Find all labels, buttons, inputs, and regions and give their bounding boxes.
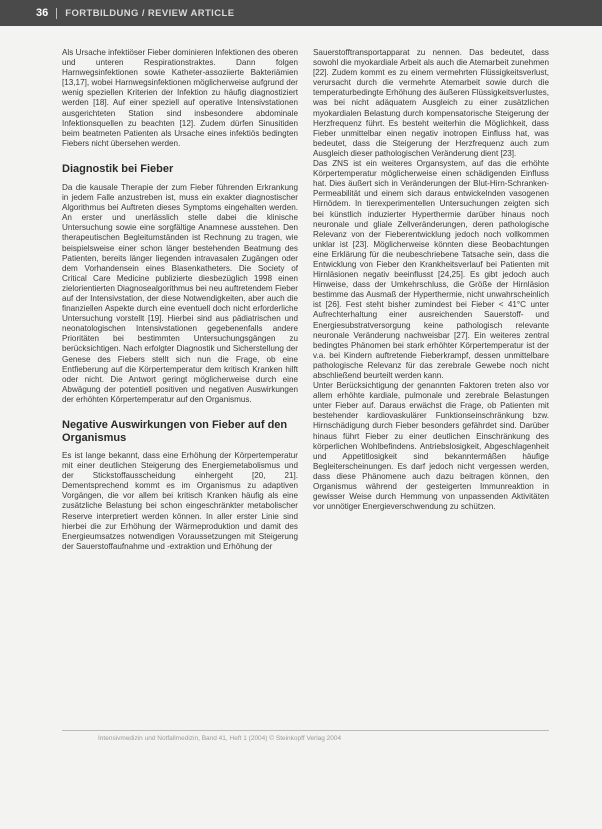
- intro-paragraph: Als Ursache infektiöser Fieber dominieren Infektionen des oberen und unteren Respirationstraktes. Dann folgen Harnwegsinfektionen sowie Katheter-assoziierte Bakteriämien [13,17], wobei Harnwegsinfektionen möglicherweise aufgrund der wenig speziellen Kriterien der Infektion zu häufig diagnostiziert werden [18]. Auf einer speziell auf operative Intensivstationen ausgerichteten Station sind insbesondere abdominale Infektionsquellen zu beachten [12]. Zudem dürfen Sinusitiden beim beatmeten Patienten als Ursache eines infektiös bedingten Fiebers nicht übersehen werden.: [62, 48, 298, 148]
- diagnostik-paragraph: Da die kausale Therapie der zum Fieber führenden Erkrankung in jedem Falle anzustreben ist, muss ein exakter diagnostischer Algorithmus bei Auftreten dieses Symptoms eingehalten werden. An erster und unerlässlich stelle dabei die klinische Untersuchung sowie eine sorgfältige Anamnese ausstehen. Den therapeutischen Begleitumständen ist Rechnung zu tragen, wie beispielsweise einer schon länger bestehenden Beatmung des Patienten, bereits länger liegenden intravasalen Zugängen oder dem Vorhandensein eines Blasenkatheters. Die Society of Critical Care Medicine publizierte diesbezüglich 1998 einen zielorientierten Diagnosealgorithmus bei neu auftretendem Fieber auf der Intensivstation, der diese Notwendigkeiten, aber auch die finanziellen Aspekte durch eine eventuell doch nicht erforderliche Untersuchung vorstellt [19]. Hierbei sind aus pädiatrischen und neonatologischen Intensivstationen gegebenenfalls andere Prioritäten bei bestimmten Untersuchungsgängen zu berücksichtigen. Nach erfolgter Diagnostik und Sicherstellung der Genese des Fiebers stellt sich nun die Frage, ob eine Entfieberung auf die Körpertemperatur dem kritisch Kranken hilft oder nicht. Die Antwort geringt möglicherweise durch eine Abwägung der potentiell positiven und negativen Auswirkungen der erhöhten Körpertemperatur auf den Organismus.: [62, 182, 298, 404]
- header-divider: [56, 8, 57, 19]
- right-column: [313, 48, 549, 512]
- footer-divider: [62, 730, 549, 731]
- left-column: [62, 48, 298, 552]
- negative-effects-paragraph: Es ist lange bekannt, dass eine Erhöhung der Körpertemperatur mit einer deutlichen Steigerung des Energiemetabolismus und der Stickstoffausscheidung einhergeht [20, 21]. Dementsprechend kommt es im Organismus zu adaptiven Vorgängen, die vor allem bei kritisch Kranken häufig als eine zusätzliche Belastung bei schon eingeschränkter metabolischer Reserve interpretiert werden können. In aller erster Linie sind hierbei die zur Erhöhung der Wärmeproduktion und damit des Energieumsatzes notwendigen Voraussetzungen mit Steigerung der Sauerstoffaufnahme und -extraktion und Erhöhung der: [62, 451, 298, 551]
- running-header: [0, 0, 602, 26]
- running-head-title: FORTBILDUNG / REVIEW ARTICLE: [65, 7, 235, 19]
- page-number: 36: [36, 7, 49, 19]
- heading-diagnostik: Diagnostik bei Fieber: [62, 162, 174, 175]
- summary-paragraph: Unter Berücksichtigung der genannten Faktoren treten also vor allem erhöhte kardiale, pulmonale und zerebrale Belastungen unter Fieber auf. Daraus erwächst die Frage, ob Patienten mit bestehender kardiovaskulärer Funktionseinschränkung bzw. Hirnschädigung durch Fieber besonders gefährdet sind. Darüber hinaus führt Fieber zu einer deutlichen Einschränkung des körperlichen Wohlbefindens. Antriebslosigkeit, Abgeschlagenheit und Appetitlosigkeit sind bekannterma̎ßen häufige Begleiterscheinungen. Es darf jedoch nicht vergessen werden, dass diese Phänomene auch dazu beitragen können, den Organismus während der gesteigerten Immunreaktion in gewisser Weise durch Hemmung von unpassenden Aktivitäten vor unnötiger Energieverschwendung zu schützen.: [313, 381, 549, 512]
- footer-note: Intensivmedizin und Notfallmedizin, Band 41, Heft 1 (2004) © Steinkopff Verlag 2004: [98, 735, 342, 742]
- cns-paragraph: Das ZNS ist ein weiteres Organsystem, auf das die erhöhte Körpertemperatur möglicherweise einen schädigenden Einfluss hat. Dies äußert sich in Veränderungen der Blut-Hirn-Schranken-Permeabilität und einem sich daraus entwickelnden vasogenen Hirnödem. In tierexperimentellen Untersuchungen zeigten sich bei künstlich induzierter Hyperthermie darüber hinaus noch neuronale und gliale Zellveränderungen, deren pathologische Relevanz von der Fieberentwicklung jedoch noch vollkommen unklar ist [23]. Möglicherweise könnten diese Beobachtungen eine Erklärung für die neubeschriebene Tatsache sein, dass die Entwicklung von Fieber den Krankheitsverlauf bei Patienten mit Hirnläsionen negativ beeinflusst [24,25]. Es gibt jedoch auch Hinweise, dass der Umkehrschluss, die Größe der Hirnläsion bestimme das Ausmaß der Hyperthermie, nicht unwahrscheinlich ist [26]. Fest steht bisher zumindest bei Fieber < 41°C unter Aufrechterhaltung einer ausreichenden Sauerstoff- und Energiesubstratversorgung keine pathologisch relevante neuronale Veränderung nachweisbar [27]. Ein weiteres zentral bedingtes Phänomen bei stark erhöhter Körpertemperatur ist der v.a. bei Kindern auftretende Fieberkrampf, dessen unmittelbare pathologische Relevanz für das zerebrale Gewebe noch nicht abschließend beurteilt werden kann.: [313, 159, 549, 380]
- heading-negative-effects: Negative Auswirkungen von Fieber auf den Organismus: [62, 419, 288, 444]
- cardiac-paragraph: Sauerstofftransportapparat zu nennen. Das bedeutet, dass sowohl die myokardiale Arbeit als auch die Atemarbeit zunehmen [22]. Zudem kommt es zu einem vermehrten Flüssigkeitsverlust, verursacht durch die vermehrte Atemarbeit sowie durch die temperaturbedingte Erhöhung des äußeren Flüssigkeitsverlustes, was bei nicht adäquatem Ausgleich zu einer zusätzlichen myokardialen Belastung durch kompensatorische Steigerung der Herzfrequenz führt. Es besteht weiterhin die Möglichkeit, dass Fieber unmittelbar einen negativ inotropen Einfluss hat, was bedeutet, dass die Steigerung der Herzfrequenz auch zum Ausgleich dieser pathologischen Veränderung dient [23].: [313, 48, 549, 158]
